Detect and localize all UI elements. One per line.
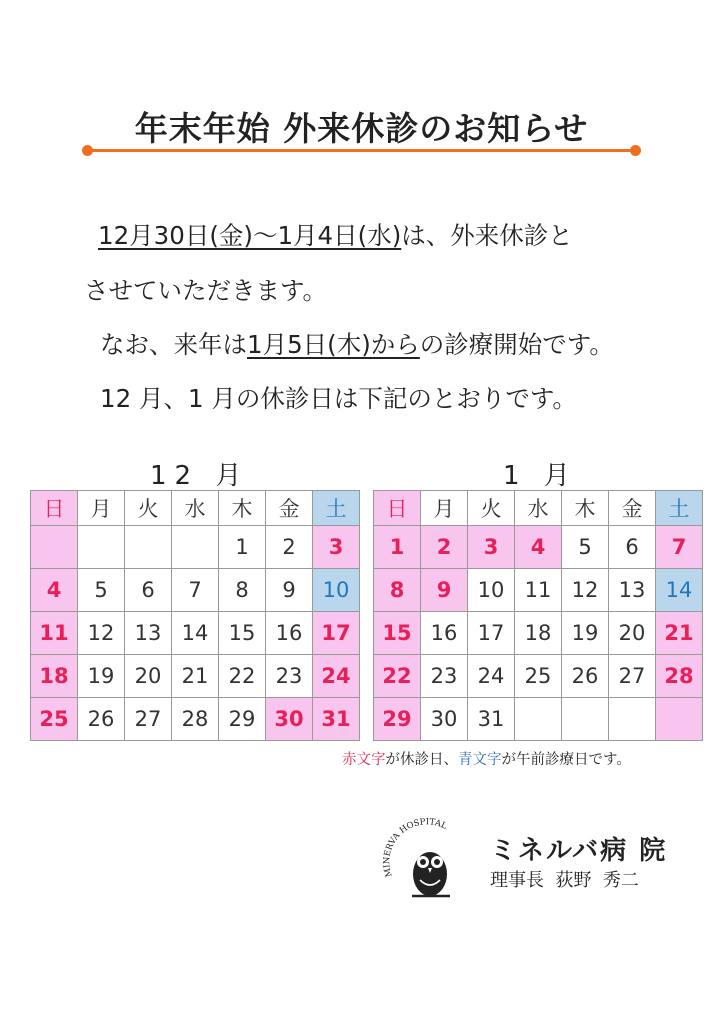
calendar-day-cell: 31 (468, 698, 515, 741)
calendar-day-cell: 8 (219, 569, 266, 612)
calendar-day-cell (31, 526, 78, 569)
notice-line-3-pre: なお、来年は (100, 330, 247, 359)
weekday-header: 木 (219, 491, 266, 526)
calendar-day-cell: 16 (266, 612, 313, 655)
calendar-day-cell: 2 (421, 526, 468, 569)
calendar-day-cell: 24 (313, 655, 360, 698)
weekday-header: 木 (562, 491, 609, 526)
calendar-day-cell: 16 (421, 612, 468, 655)
calendar-january (373, 490, 703, 741)
calendar-day-cell: 25 (515, 655, 562, 698)
weekday-header: 水 (172, 491, 219, 526)
weekday-header: 土 (313, 491, 360, 526)
title-underline-dot-right (630, 145, 641, 156)
calendar-day-cell: 30 (266, 698, 313, 741)
calendar-day-cell: 15 (374, 612, 421, 655)
director-name: 理事長 荻野 秀二 (490, 870, 639, 891)
weekday-header: 水 (515, 491, 562, 526)
calendar-day-cell: 17 (313, 612, 360, 655)
calendar-day-cell: 9 (266, 569, 313, 612)
calendar-day-cell: 4 (515, 526, 562, 569)
calendar-day-cell: 1 (219, 526, 266, 569)
calendar-day-cell: 10 (468, 569, 515, 612)
weekday-header: 金 (266, 491, 313, 526)
calendar-day-cell: 22 (219, 655, 266, 698)
calendar-day-cell: 14 (656, 569, 703, 612)
calendar-day-cell: 17 (468, 612, 515, 655)
weekday-header: 金 (609, 491, 656, 526)
calendar-day-cell: 23 (421, 655, 468, 698)
calendar-day-cell: 2 (266, 526, 313, 569)
month-label-december: 12 月 (150, 461, 250, 491)
weekday-header: 火 (468, 491, 515, 526)
page-title: 年末年始 外来休診のお知らせ (134, 109, 589, 148)
notice-line-2: させていただきます。 (84, 276, 328, 305)
calendar-day-cell: 22 (374, 655, 421, 698)
calendar-day-cell: 6 (125, 569, 172, 612)
calendar-day-cell: 3 (468, 526, 515, 569)
owl-logo (382, 818, 472, 908)
calendar-day-cell: 19 (78, 655, 125, 698)
calendar-day-cell: 7 (172, 569, 219, 612)
calendar-day-cell (656, 698, 703, 741)
calendar-day-cell: 18 (515, 612, 562, 655)
calendar-day-cell: 31 (313, 698, 360, 741)
logo-text: MINERVA HOSPITAL (382, 818, 449, 878)
calendar-day-cell: 7 (656, 526, 703, 569)
calendar-day-cell: 12 (78, 612, 125, 655)
month-label-january: 1 月 (503, 461, 578, 491)
calendar-day-cell: 20 (125, 655, 172, 698)
calendar-day-cell: 4 (31, 569, 78, 612)
weekday-header: 日 (31, 491, 78, 526)
calendar-day-cell: 3 (313, 526, 360, 569)
calendar-day-cell: 27 (609, 655, 656, 698)
calendar-day-cell (515, 698, 562, 741)
notice-line-1-rest: は、外来休診と (401, 221, 573, 250)
calendar-day-cell: 12 (562, 569, 609, 612)
weekday-header: 月 (78, 491, 125, 526)
calendar-day-cell: 14 (172, 612, 219, 655)
calendar-day-cell: 15 (219, 612, 266, 655)
legend-red-text: 赤文字 (342, 752, 386, 768)
calendar-day-cell: 24 (468, 655, 515, 698)
calendar-day-cell: 18 (31, 655, 78, 698)
calendar-legend (342, 748, 631, 769)
calendar-day-cell: 26 (562, 655, 609, 698)
calendar-day-cell: 13 (609, 569, 656, 612)
notice-line-1 (98, 217, 573, 252)
calendar-day-cell: 21 (656, 612, 703, 655)
title-underline (88, 149, 636, 152)
calendar-day-cell: 11 (515, 569, 562, 612)
hospital-name: ミネルバ病 院 (490, 836, 668, 866)
weekday-header: 日 (374, 491, 421, 526)
calendar-december (30, 490, 360, 741)
calendar-day-cell: 11 (31, 612, 78, 655)
calendar-day-cell (562, 698, 609, 741)
calendar-day-cell: 29 (374, 698, 421, 741)
legend-part1: が休診日、 (385, 752, 458, 768)
calendar-day-cell (609, 698, 656, 741)
weekday-header: 土 (656, 491, 703, 526)
legend-part2: が午前診療日です。 (501, 752, 631, 768)
notice-line-3-post: の診療開始です。 (419, 330, 614, 359)
calendar-day-cell: 8 (374, 569, 421, 612)
calendar-day-cell: 9 (421, 569, 468, 612)
calendar-day-cell: 28 (172, 698, 219, 741)
calendar-day-cell: 29 (219, 698, 266, 741)
calendar-day-cell: 5 (78, 569, 125, 612)
calendar-day-cell: 21 (172, 655, 219, 698)
weekday-header: 月 (421, 491, 468, 526)
calendar-day-cell: 20 (609, 612, 656, 655)
calendar-day-cell: 6 (609, 526, 656, 569)
closure-period: 12月30日(金)～1月4日(水) (98, 221, 402, 250)
legend-blue-text: 青文字 (458, 752, 502, 768)
notice-line-3 (100, 326, 614, 361)
calendar-day-cell: 26 (78, 698, 125, 741)
calendar-day-cell: 28 (656, 655, 703, 698)
calendar-day-cell: 19 (562, 612, 609, 655)
weekday-header: 火 (125, 491, 172, 526)
calendar-day-cell: 13 (125, 612, 172, 655)
reopen-date: 1月5日(木)から (247, 330, 420, 359)
calendar-day-cell: 1 (374, 526, 421, 569)
notice-line-4: 12 月、1 月の休診日は下記のとおりです。 (100, 384, 577, 413)
calendar-day-cell: 27 (125, 698, 172, 741)
calendar-day-cell: 30 (421, 698, 468, 741)
calendar-day-cell (172, 526, 219, 569)
calendar-day-cell (125, 526, 172, 569)
calendar-day-cell: 23 (266, 655, 313, 698)
calendar-day-cell: 25 (31, 698, 78, 741)
calendar-day-cell: 10 (313, 569, 360, 612)
calendar-day-cell: 5 (562, 526, 609, 569)
calendar-day-cell (78, 526, 125, 569)
